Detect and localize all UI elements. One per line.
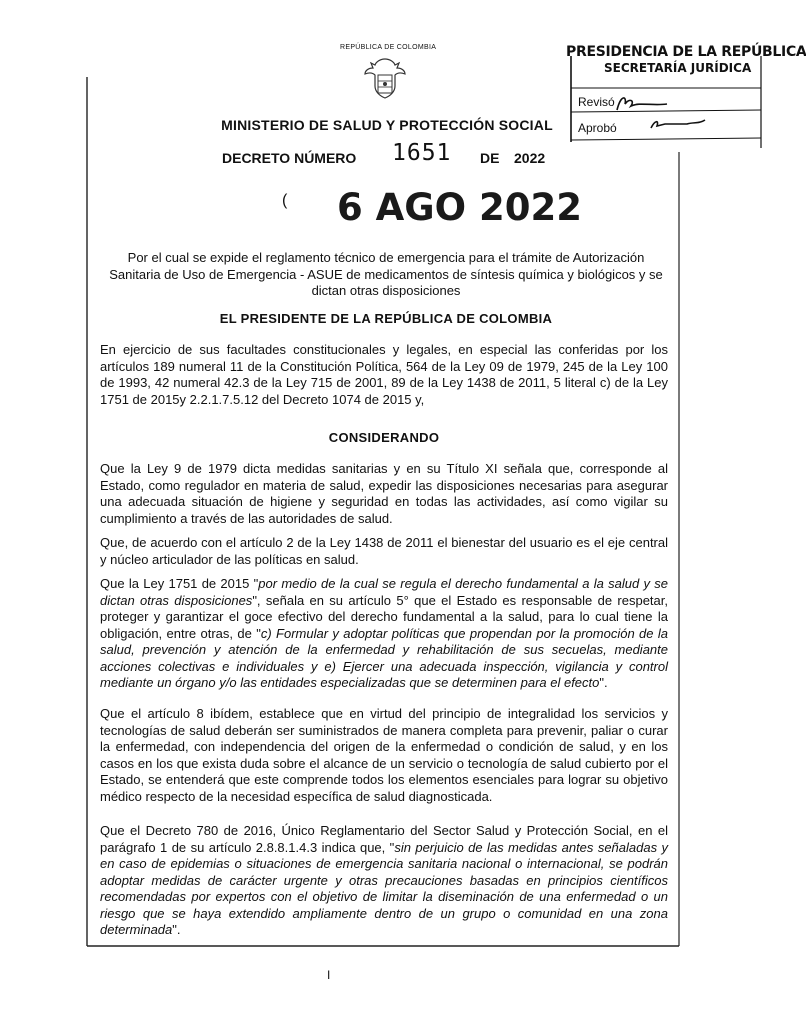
- p3-text-a: Que la Ley 1751 de 2015 ": [100, 576, 259, 591]
- considerando-paragraph-1: Que la Ley 9 de 1979 dicta medidas sanitarias y en su Título XI señala que, corresponde al Estado, como regulador en materia de salud, expedir las disposiciones necesarias para asegurar una adecuada situación de higiene y seguridad en todas las actividades, así como vigilar su cumplimiento a través de las autoridades de salud.: [100, 461, 668, 526]
- stamp-title: PRESIDENCIA DE LA REPÚBLICA: [566, 44, 806, 60]
- decree-de: DE: [480, 150, 500, 166]
- president-heading: EL PRESIDENTE DE LA REPÚBLICA DE COLOMBIA: [219, 311, 553, 326]
- decree-number: 1651: [392, 140, 452, 166]
- considerando-heading: CONSIDERANDO: [328, 430, 440, 445]
- stamp-reviso-label: Revisó: [578, 95, 615, 109]
- p3-quote-title: por medio de la cual se regula el derecho fundamental a la salud y se dictan otras disposiciones: [100, 576, 668, 608]
- p5-quote: sin perjuicio de las medidas antes señaladas y en caso de epidemias o situaciones de emergencia sanitaria nacional o internacional, se podrán adoptar medidas de carácter urgente y otras precauciones basadas en principios científicos recomendadas por expertos con el objetivo de limitar la diseminación de una enfermedad o un riesgo que se haya extendido ampliamente dentro de un grupo o comunidad en una zona determinada: [100, 839, 668, 937]
- ministry-title: MINISTERIO DE SALUD Y PROTECCIÓN SOCIAL: [221, 117, 553, 133]
- p5-text-c: ".: [172, 922, 181, 937]
- p3-text-e: ".: [599, 675, 608, 690]
- page-footer-mark: I: [327, 968, 331, 982]
- considerando-paragraph-5: [100, 823, 668, 939]
- date-stamp: 6 AGO 2022: [337, 186, 582, 229]
- republic-label: REPÚBLICA DE COLOMBIA: [340, 44, 437, 51]
- considerando-paragraph-3: [100, 576, 668, 692]
- p3-text-c: ", señala en su artículo 5° que el Estado es responsable de respetar, proteger y garantizar el goce efectivo del derecho fundamental a la salud, para lo cual tiene la obligación, entre otras, de ": [100, 592, 668, 641]
- decree-subject: Por el cual se expide el reglamento técnico de emergencia para el trámite de Autorización Sanitaria de Uso de Emergencia - ASUE de medicamentos de síntesis química y biológicos y se dictan otras disposiciones: [109, 250, 663, 298]
- date-paren: (: [282, 192, 288, 209]
- p5-text-a: Que el Decreto 780 de 2016, Único Reglamentario del Sector Salud y Protección Social, en el parágrafo 1 de su artículo 2.8.8.1.4.3 indica que, ": [100, 823, 668, 855]
- ejercicio-paragraph: En ejercicio de sus facultades constitucionales y legales, en especial las conferidas por los artículos 189 numeral 11 de la Constitución Política, 564 de la Ley 09 de 1979, 245 de la Ley 100 de 1993, 42 numeral 42.3 de la Ley 715 de 2001, 89 de la Ley 1438 de 2011, 5 literal c) de la Ley 1751 de 2015y 2.2.1.7.5.12 del Decreto 1074 de 2015 y,: [100, 342, 668, 407]
- considerando-paragraph-2: Que, de acuerdo con el artículo 2 de la Ley 1438 de 2011 el bienestar del usuario es el eje central y núcleo articulador de las políticas en salud.: [100, 535, 668, 567]
- decree-label: DECRETO NÚMERO: [222, 150, 357, 166]
- decree-line: [222, 140, 562, 174]
- stamp-aprobo-label: Aprobó: [578, 121, 617, 135]
- considerando-paragraph-4: Que el artículo 8 ibídem, establece que en virtud del principio de integralidad los servicios y tecnologías de salud deberán ser suministrados de manera completa para prevenir, paliar o curar la enfermedad, con independencia del origen de la enfermedad o condición de salud, y en los casos en los que exista duda sobre el alcance de un servicio o tecnología de salud cubierto por el Estado, se entenderá que este comprende todos los elementos esenciales para lograr su objetivo médico respecto de la necesidad específica de salud diagnosticada.: [100, 706, 668, 804]
- decree-year: 2022: [514, 150, 546, 166]
- p3-quote-obligations: c) Formular y adoptar políticas que propendan por la promoción de la salud, prevención y atención de la enfermedad y rehabilitación de sus secuelas, mediante acciones colectivas e individuales y e) Ejercer una adecuada inspección, vigilancia y control mediante un órgano y/o las entidades especializadas que se determinen para el efecto: [100, 625, 669, 690]
- stamp-subtitle: SECRETARÍA JURÍDICA: [604, 61, 752, 75]
